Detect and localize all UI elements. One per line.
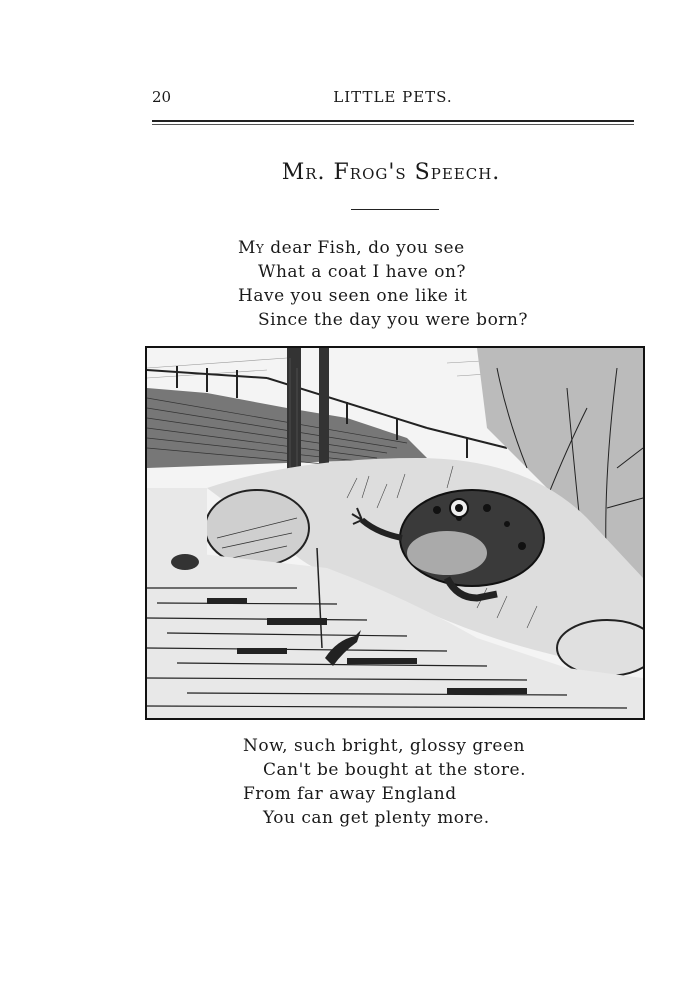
- stanza-1-line-1-text: dear Fish, do you see: [264, 238, 465, 258]
- stanza-2-line-1: Now, such bright, glossy green: [243, 736, 526, 756]
- stanza-2: [243, 734, 526, 830]
- drop-word: My: [238, 238, 265, 258]
- engraving: [147, 348, 643, 718]
- stanza-1: [238, 236, 528, 332]
- stanza-2-line-4: You can get plenty more.: [263, 808, 490, 828]
- running-head: [152, 88, 634, 114]
- stanza-2-line-3: From far away England: [243, 784, 457, 804]
- header-rule-thin: [152, 124, 634, 125]
- stanza-1-line-3: Have you seen one like it: [238, 286, 468, 306]
- book-title: LITTLE PETS.: [333, 88, 453, 106]
- poem-title: Mr. Frog's Speech.: [281, 160, 501, 185]
- frog-illustration: [145, 346, 645, 720]
- stanza-2-line-2: Can't be bought at the store.: [263, 760, 526, 780]
- page-number: 20: [152, 88, 172, 106]
- stanza-1-line-1: [238, 236, 528, 260]
- stanza-1-line-4: Since the day you were born?: [258, 310, 528, 330]
- title-divider: [351, 209, 439, 210]
- stanza-1-line-2: What a coat I have on?: [258, 262, 467, 282]
- header-rule: [152, 120, 634, 122]
